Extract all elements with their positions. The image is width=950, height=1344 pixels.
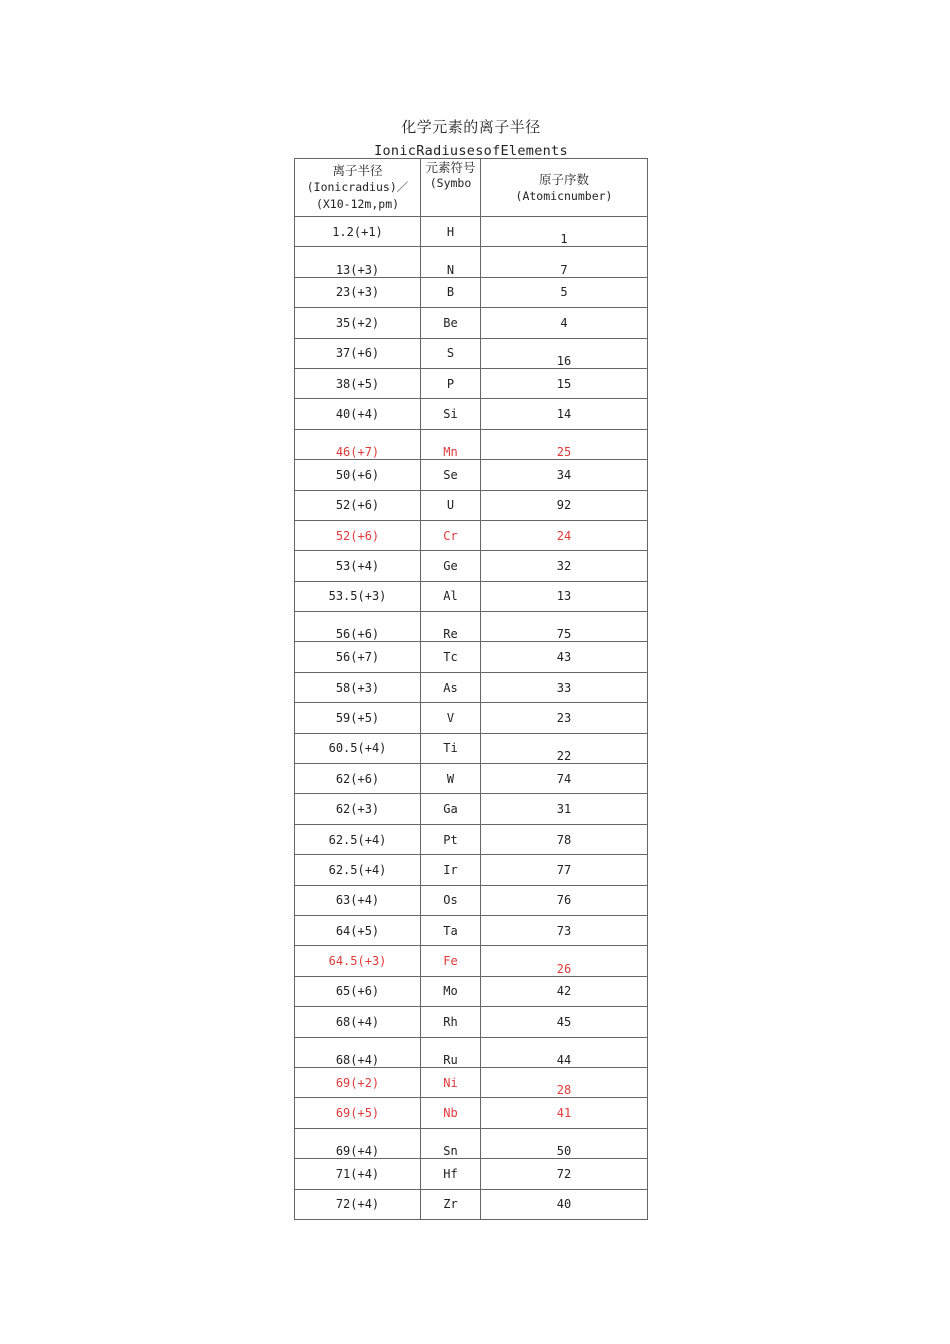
table-row: [295, 338, 648, 368]
cell-symbol: Pt: [421, 824, 481, 854]
cell-ionic-radius: 46(+7): [295, 429, 421, 459]
cell-ionic-radius: 38(+5): [295, 368, 421, 398]
table-row: [295, 915, 648, 945]
cell-atomic-number: 25: [481, 429, 648, 459]
cell-ionic-radius: 72(+4): [295, 1189, 421, 1219]
cell-symbol: Ta: [421, 915, 481, 945]
cell-symbol: Mo: [421, 976, 481, 1006]
cell-ionic-radius: 59(+5): [295, 703, 421, 733]
cell-atomic-number: 78: [481, 824, 648, 854]
table-row: [295, 308, 648, 338]
cell-atomic-number: 72: [481, 1159, 648, 1189]
cell-atomic-number: 41: [481, 1098, 648, 1128]
table-header-row: [295, 159, 648, 217]
cell-atomic-number: 75: [481, 612, 648, 642]
table-row: [295, 277, 648, 307]
cell-ionic-radius: 53.5(+3): [295, 581, 421, 611]
cell-atomic-number: 43: [481, 642, 648, 672]
cell-ionic-radius: 64.5(+3): [295, 946, 421, 976]
cell-ionic-radius: 71(+4): [295, 1159, 421, 1189]
cell-atomic-number: 22: [481, 733, 648, 763]
cell-ionic-radius: 37(+6): [295, 338, 421, 368]
cell-atomic-number: 1: [481, 217, 648, 247]
cell-ionic-radius: 60.5(+4): [295, 733, 421, 763]
cell-ionic-radius: 52(+6): [295, 520, 421, 550]
cell-ionic-radius: 62.5(+4): [295, 824, 421, 854]
cell-ionic-radius: 62.5(+4): [295, 855, 421, 885]
cell-symbol: S: [421, 338, 481, 368]
cell-atomic-number: 16: [481, 338, 648, 368]
cell-atomic-number: 33: [481, 672, 648, 702]
cell-atomic-number: 5: [481, 277, 648, 307]
table-row: [295, 703, 648, 733]
cell-atomic-number: 26: [481, 946, 648, 976]
cell-atomic-number: 13: [481, 581, 648, 611]
cell-ionic-radius: 69(+4): [295, 1128, 421, 1158]
table-row: [295, 1159, 648, 1189]
cell-symbol: Re: [421, 612, 481, 642]
cell-atomic-number: 73: [481, 915, 648, 945]
cell-symbol: Mn: [421, 429, 481, 459]
table-row: [295, 794, 648, 824]
cell-symbol: Nb: [421, 1098, 481, 1128]
table-row: [295, 612, 648, 642]
cell-symbol: Hf: [421, 1159, 481, 1189]
table-row: [295, 1037, 648, 1067]
cell-symbol: Ga: [421, 794, 481, 824]
cell-symbol: P: [421, 368, 481, 398]
cell-atomic-number: 77: [481, 855, 648, 885]
table-row: [295, 217, 648, 247]
cell-ionic-radius: 69(+2): [295, 1067, 421, 1097]
cell-atomic-number: 42: [481, 976, 648, 1006]
cell-symbol: As: [421, 672, 481, 702]
table-row: [295, 520, 648, 550]
cell-ionic-radius: 1.2(+1): [295, 217, 421, 247]
cell-symbol: W: [421, 764, 481, 794]
cell-ionic-radius: 52(+6): [295, 490, 421, 520]
cell-symbol: Ru: [421, 1037, 481, 1067]
cell-ionic-radius: 62(+3): [295, 794, 421, 824]
header-symbol-cn: 元素符号: [425, 160, 476, 175]
cell-ionic-radius: 56(+7): [295, 642, 421, 672]
cell-symbol: Tc: [421, 642, 481, 672]
header-ionic-radius: [295, 159, 421, 217]
cell-symbol: Zr: [421, 1189, 481, 1219]
cell-symbol: Ge: [421, 551, 481, 581]
cell-symbol: Se: [421, 460, 481, 490]
table-row: [295, 460, 648, 490]
header-atomic-number-cn: 原子序数: [538, 171, 589, 187]
table-row: [295, 855, 648, 885]
cell-atomic-number: 14: [481, 399, 648, 429]
cell-atomic-number: 50: [481, 1128, 648, 1158]
header-symbol-en: (Symbo: [429, 176, 472, 190]
cell-symbol: Si: [421, 399, 481, 429]
page-subtitle: IonicRadiusesofElements: [374, 143, 568, 159]
cell-ionic-radius: 58(+3): [295, 672, 421, 702]
cell-ionic-radius: 68(+4): [295, 1007, 421, 1037]
table-row: [295, 399, 648, 429]
header-symbol: [421, 159, 481, 217]
cell-ionic-radius: 62(+6): [295, 764, 421, 794]
table-row: [295, 368, 648, 398]
table-row: [295, 733, 648, 763]
cell-symbol: V: [421, 703, 481, 733]
cell-atomic-number: 23: [481, 703, 648, 733]
cell-symbol: H: [421, 217, 481, 247]
table-row: [295, 1007, 648, 1037]
table-row: [295, 551, 648, 581]
table-row: [295, 1098, 648, 1128]
table-row: [295, 976, 648, 1006]
cell-atomic-number: 44: [481, 1037, 648, 1067]
table-row: [295, 824, 648, 854]
table-row: [295, 672, 648, 702]
cell-ionic-radius: 64(+5): [295, 915, 421, 945]
cell-ionic-radius: 69(+5): [295, 1098, 421, 1128]
cell-symbol: Ti: [421, 733, 481, 763]
table-row: [295, 885, 648, 915]
cell-atomic-number: 74: [481, 764, 648, 794]
cell-symbol: N: [421, 247, 481, 277]
table-row: [295, 429, 648, 459]
table-row: [295, 946, 648, 976]
cell-ionic-radius: 40(+4): [295, 399, 421, 429]
cell-atomic-number: 7: [481, 247, 648, 277]
cell-ionic-radius: 68(+4): [295, 1037, 421, 1067]
cell-atomic-number: 76: [481, 885, 648, 915]
cell-symbol: Al: [421, 581, 481, 611]
table-row: [295, 1189, 648, 1219]
header-ionic-radius-cn: 离子半径: [332, 163, 383, 178]
table-row: [295, 247, 648, 277]
page-title: 化学元素的离子半径: [401, 118, 541, 136]
cell-atomic-number: 45: [481, 1007, 648, 1037]
cell-ionic-radius: 50(+6): [295, 460, 421, 490]
cell-ionic-radius: 56(+6): [295, 612, 421, 642]
header-atomic-number: [481, 159, 648, 217]
cell-symbol: Os: [421, 885, 481, 915]
cell-ionic-radius: 13(+3): [295, 247, 421, 277]
cell-symbol: Ni: [421, 1067, 481, 1097]
cell-atomic-number: 24: [481, 520, 648, 550]
table-row: [295, 642, 648, 672]
table-row: [295, 1128, 648, 1158]
cell-symbol: Fe: [421, 946, 481, 976]
cell-atomic-number: 31: [481, 794, 648, 824]
cell-ionic-radius: 23(+3): [295, 277, 421, 307]
cell-symbol: Ir: [421, 855, 481, 885]
cell-atomic-number: 4: [481, 308, 648, 338]
cell-symbol: Sn: [421, 1128, 481, 1158]
cell-ionic-radius: 65(+6): [295, 976, 421, 1006]
cell-ionic-radius: 63(+4): [295, 885, 421, 915]
header-ionic-radius-en: (Ionicradius)／: [306, 180, 409, 194]
header-ionic-radius-unit: (X10-12m,pm): [315, 197, 400, 211]
ionic-radius-table: [294, 158, 648, 1220]
cell-symbol: B: [421, 277, 481, 307]
cell-atomic-number: 32: [481, 551, 648, 581]
cell-symbol: Rh: [421, 1007, 481, 1037]
cell-atomic-number: 28: [481, 1067, 648, 1097]
cell-ionic-radius: 53(+4): [295, 551, 421, 581]
table-row: [295, 1067, 648, 1097]
cell-symbol: U: [421, 490, 481, 520]
cell-atomic-number: 34: [481, 460, 648, 490]
cell-symbol: Be: [421, 308, 481, 338]
cell-atomic-number: 40: [481, 1189, 648, 1219]
cell-ionic-radius: 35(+2): [295, 308, 421, 338]
table-row: [295, 490, 648, 520]
table-row: [295, 581, 648, 611]
table-row: [295, 764, 648, 794]
cell-symbol: Cr: [421, 520, 481, 550]
header-atomic-number-en: (Atomicnumber): [515, 188, 613, 203]
cell-atomic-number: 15: [481, 368, 648, 398]
cell-atomic-number: 92: [481, 490, 648, 520]
